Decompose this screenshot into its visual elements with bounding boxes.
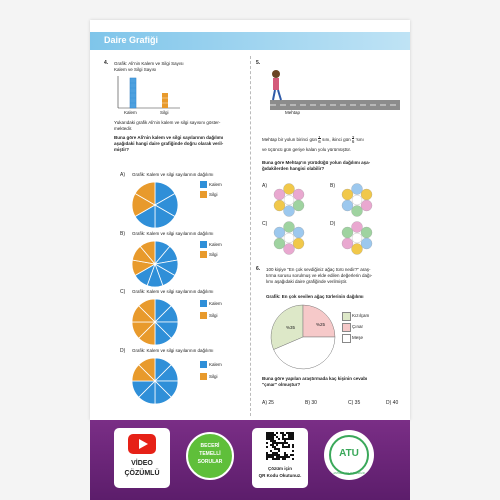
page-header xyxy=(90,32,410,50)
atu-ring-text: ANTRENMAN YAPILABİLİR xyxy=(333,472,365,475)
promo-footer xyxy=(90,420,410,500)
q6-slice-label-35: %35 xyxy=(286,325,296,330)
q4-graph-title: Kalem ve Silgi Sayısı xyxy=(114,67,157,72)
q4-option-d-caption: Grafik: Kalem ve silgi sayılarının dağılımı xyxy=(132,348,214,353)
qr-text-line2: QR Kodu Okutunuz. xyxy=(258,473,302,478)
flower-petal xyxy=(342,238,353,249)
q4-a-legend-kalem-swatch xyxy=(200,181,207,188)
q6-text-line1: 100 kişiye "En çok sevdiğiniz ağaç türü nedir?" araş- xyxy=(266,267,371,272)
q5-option-a-letter[interactable]: A) xyxy=(262,183,267,189)
q5-question-line2: ğıdakilerden hangisi olabilir? xyxy=(262,166,325,171)
qr-card[interactable] xyxy=(252,428,308,488)
flower-petal xyxy=(284,184,295,195)
q4-option-b-caption: Grafik: Kalem ve silgi sayılarının dağılımı xyxy=(132,231,214,236)
q5-fraction-2 xyxy=(352,136,355,144)
flower-petal xyxy=(361,200,372,211)
flower-petal xyxy=(352,184,363,195)
q5-option-b-letter[interactable]: B) xyxy=(330,183,335,189)
flower-petal xyxy=(274,227,285,238)
flower-petal xyxy=(293,189,304,200)
skill-badge xyxy=(186,432,234,480)
q4-a-legend-silgi-swatch xyxy=(200,191,207,198)
q4-c-legend-silgi: Silgi xyxy=(209,313,218,318)
flower-petal xyxy=(352,244,363,255)
flower-petal xyxy=(274,200,285,211)
question-4-number: 4. xyxy=(104,60,109,66)
q5-text-part3: 'sını xyxy=(355,137,364,143)
column-divider xyxy=(250,56,251,416)
q4-b-legend-kalem-swatch xyxy=(200,241,207,248)
q5-option-d-flower[interactable] xyxy=(340,221,374,255)
video-card[interactable] xyxy=(114,428,170,488)
q4-c-legend-kalem: Kalem xyxy=(209,301,222,306)
flower-center xyxy=(352,195,362,205)
worksheet-page xyxy=(90,20,410,420)
flower-petal xyxy=(293,227,304,238)
page-title: Daire Grafiği xyxy=(104,35,159,45)
flower-petal xyxy=(342,200,353,211)
q5-frac2-den: 6 xyxy=(351,139,355,144)
q5-frac1-den: 6 xyxy=(318,139,321,144)
q4-a-legend-silgi: Silgi xyxy=(209,192,218,197)
flower-petal xyxy=(274,238,285,249)
q4-text-line1: Yukarıdaki grafik Ali'nin kalem ve silgi sayısını göster- xyxy=(114,120,221,125)
flower-petal xyxy=(274,189,285,200)
q5-option-c-flower[interactable] xyxy=(272,221,306,255)
qr-code-icon xyxy=(266,432,294,460)
badge-text-line2: TEMELLİ xyxy=(199,451,221,457)
question-5-number: 5. xyxy=(256,60,261,66)
q6-legend-kizilcam: Kızılçam xyxy=(352,313,370,318)
silgi-bar xyxy=(162,93,168,108)
q4-option-d-pie[interactable] xyxy=(130,356,180,406)
q5-question-line1: Buna göre Mehtap'ın yürüdüğü yolun dağılımı aşa- xyxy=(262,160,371,165)
q4-option-b-pie[interactable] xyxy=(130,239,180,289)
flower-petal xyxy=(284,206,295,217)
q4-option-b-letter[interactable]: B) xyxy=(120,231,125,237)
q4-b-legend-silgi-swatch xyxy=(200,251,207,258)
q6-answer-b[interactable]: B) 30 xyxy=(305,400,317,406)
q6-slice-label-25: %25 xyxy=(316,322,326,327)
q5-option-c-letter[interactable]: C) xyxy=(262,221,268,227)
q6-legend-mese-swatch xyxy=(342,334,351,343)
q4-d-legend-silgi-swatch xyxy=(200,373,207,380)
q5-frac2-num: 2 xyxy=(351,135,355,140)
q4-d-legend-silgi: Silgi xyxy=(209,374,218,379)
flower-petal xyxy=(352,206,363,217)
flower-petal xyxy=(342,227,353,238)
flower-petal xyxy=(284,222,295,233)
flower-petal xyxy=(293,238,304,249)
atu-logo-text: ATU xyxy=(339,448,359,459)
video-label-line2: ÇÖZÜMLÜ xyxy=(124,470,160,477)
kalem-bar xyxy=(130,78,136,108)
flower-petal xyxy=(361,227,372,238)
q6-question-line1: Buna göre yapılan araştırmada kaç kişinin cevabı xyxy=(262,376,368,381)
q5-road-illustration xyxy=(262,62,402,124)
q4-option-a-caption: Grafik: Kalem ve silgi sayılarının dağılımı xyxy=(132,172,214,177)
q4-b-legend-silgi: Silgi xyxy=(209,252,218,257)
qr-text-line1: Çözüm için xyxy=(267,466,292,471)
q5-frac1-num: 1 xyxy=(318,135,321,140)
q6-legend-cinar: Çınar xyxy=(352,324,364,329)
pie-slice-cinar xyxy=(303,305,335,337)
q5-road-label: Mehtap xyxy=(285,110,301,115)
q6-legend-cinar-swatch xyxy=(342,323,351,332)
q6-pie-chart xyxy=(268,302,338,372)
flower-petal xyxy=(342,189,353,200)
q4-option-a-letter[interactable]: A) xyxy=(120,172,125,178)
q4-option-c-caption: Grafik: Kalem ve silgi sayılarının dağılımı xyxy=(132,289,214,294)
q4-c-legend-kalem-swatch xyxy=(200,300,207,307)
q4-bar-label-kalem: Kalem xyxy=(124,110,137,115)
q6-text-line3: lımı aşağıdaki daire grafiğinde verilmiştir. xyxy=(266,279,348,284)
q4-graph-caption: Grafik: Ali'nin Kalem ve Silgi Sayısı xyxy=(114,61,184,66)
q6-text-line2: tırma sorusu sorulmuş ve elde edilen değerlerin dağı- xyxy=(266,273,373,278)
q5-option-b-flower[interactable] xyxy=(340,183,374,217)
q5-text-line1 xyxy=(262,136,364,144)
q6-legend-mese: Meşe xyxy=(352,335,364,340)
q6-answer-d[interactable]: D) 40 xyxy=(386,400,399,406)
q4-option-c-pie[interactable] xyxy=(130,297,180,347)
q4-option-d-letter[interactable]: D) xyxy=(120,348,126,354)
q4-text-line2: mektedir. xyxy=(114,126,133,131)
q4-a-legend-kalem: Kalem xyxy=(209,182,222,187)
q4-d-legend-kalem-swatch xyxy=(200,361,207,368)
q4-question-line3: miştir? xyxy=(114,147,130,152)
flower-petal xyxy=(352,222,363,233)
q4-b-legend-kalem: Kalem xyxy=(209,242,222,247)
q4-question-line2: aşağıdaki hangi daire grafiğinde doğru olarak veril- xyxy=(114,141,224,146)
q4-option-a-pie[interactable] xyxy=(130,180,180,230)
q5-option-a-flower[interactable] xyxy=(272,183,306,217)
q6-graph-caption: Grafik: En çok sevilen ağaç türlerinin dağılımı xyxy=(266,294,364,299)
q4-option-c-letter[interactable]: C) xyxy=(120,289,126,295)
video-label-line1: VİDEO xyxy=(131,460,153,467)
flower-petal xyxy=(361,189,372,200)
flower-center xyxy=(284,195,294,205)
flower-petal xyxy=(284,244,295,255)
q5-text-line2: ve üçüncü gün geriye kalan yolu yürümüştür. xyxy=(262,147,352,152)
q6-legend-kizilcam-swatch xyxy=(342,312,351,321)
walking-girl-icon xyxy=(272,70,281,100)
q6-answer-a[interactable]: A) 25 xyxy=(262,400,274,406)
badge-text-line1: BECERİ xyxy=(200,443,220,449)
flower-petal xyxy=(293,200,304,211)
flower-petal xyxy=(361,238,372,249)
q5-fraction-1 xyxy=(318,136,321,144)
q6-question-line2: "çınar" olmuştur? xyxy=(262,382,301,387)
q6-answer-c[interactable]: C) 35 xyxy=(348,400,361,406)
q5-text-part2: sını, ikinci gün xyxy=(322,137,351,143)
q4-c-legend-silgi-swatch xyxy=(200,312,207,319)
atu-badge xyxy=(324,430,374,480)
flower-center xyxy=(352,233,362,243)
q5-text-part1: Mehtap bir yolun birinci gün xyxy=(262,137,318,143)
question-6-number: 6. xyxy=(256,266,261,272)
q5-option-d-letter[interactable]: D) xyxy=(330,221,336,227)
q4-d-legend-kalem: Kalem xyxy=(209,362,222,367)
q4-bar-label-silgi: Silgi xyxy=(160,110,169,115)
badge-text-line3: SORULAR xyxy=(197,459,223,465)
q4-question-line1: Buna göre Ali'nin kalem ve silgi sayılarının dağılımı xyxy=(114,135,224,140)
youtube-play-icon xyxy=(128,434,156,454)
flower-center xyxy=(284,233,294,243)
